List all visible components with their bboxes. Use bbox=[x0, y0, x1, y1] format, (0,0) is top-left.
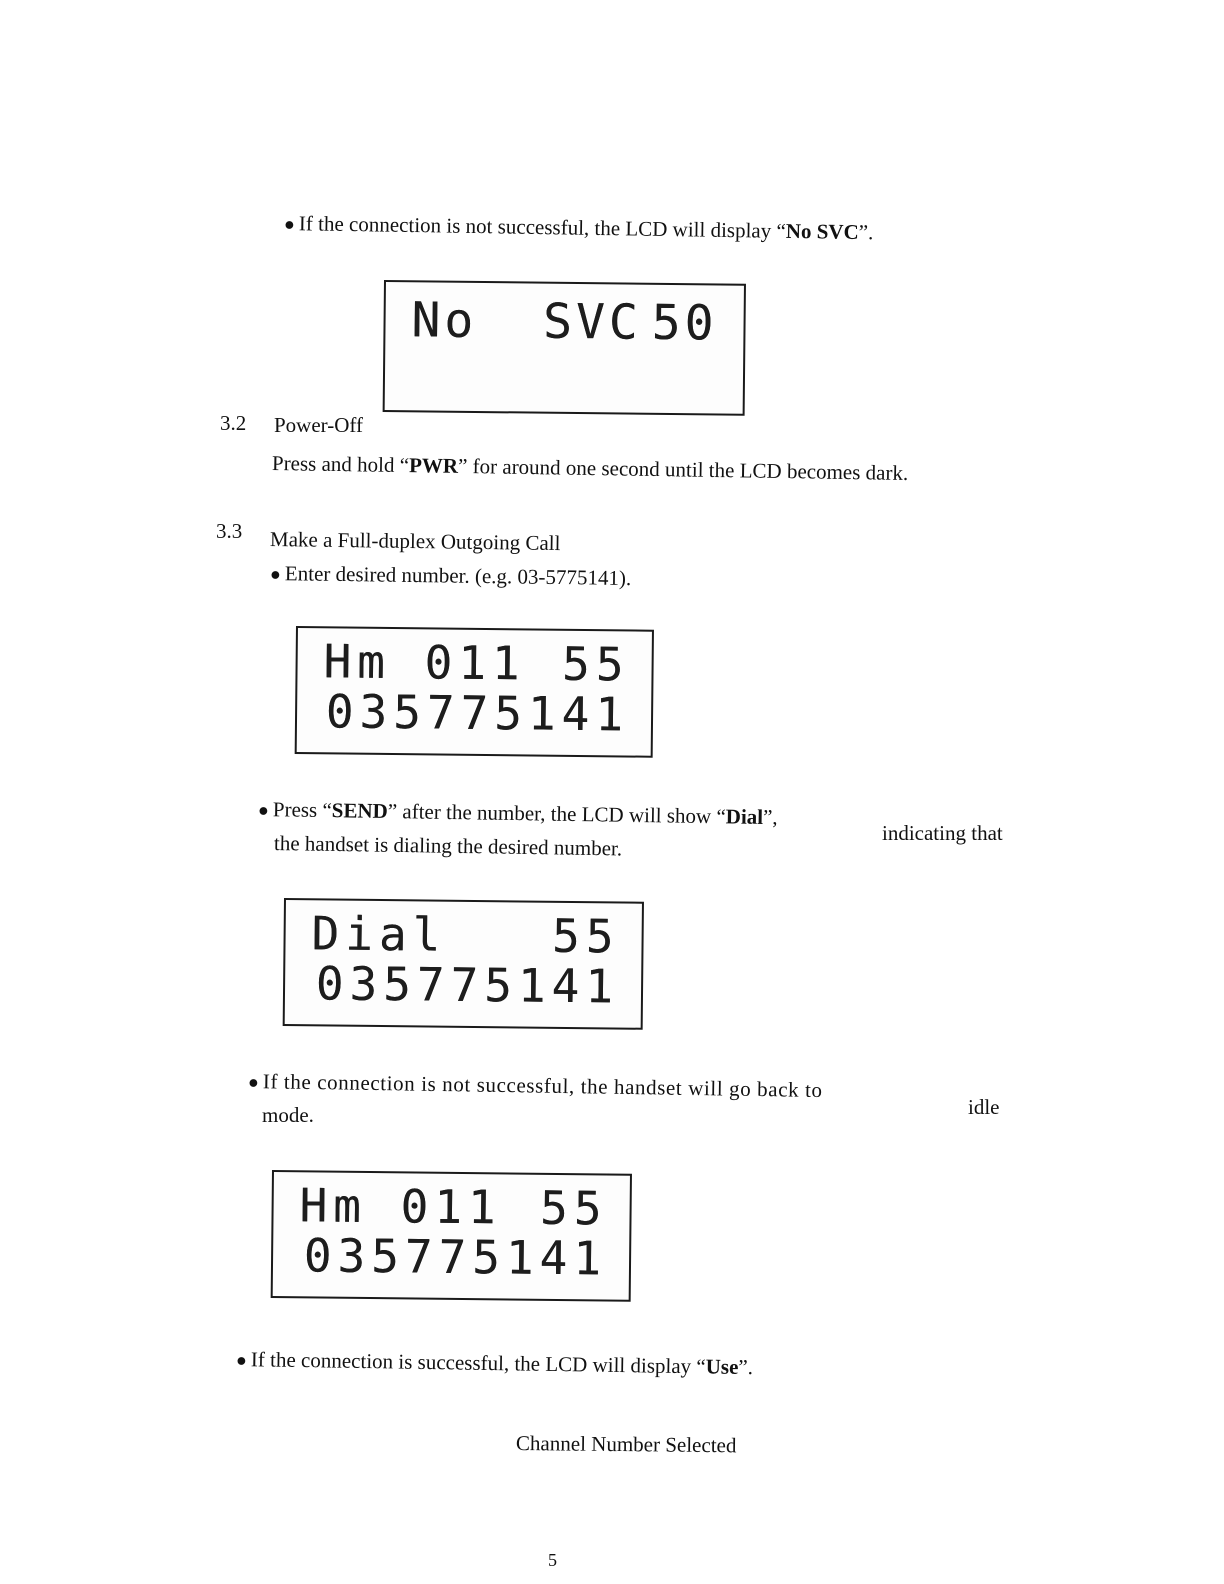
send-strong: SEND bbox=[331, 798, 389, 824]
bullet-icon: ● bbox=[257, 800, 270, 821]
page-number: 5 bbox=[548, 1550, 557, 1570]
lcd-no-svc bbox=[383, 280, 746, 416]
section-3-3-heading: Make a Full-duplex Outgoing Call bbox=[269, 527, 561, 556]
dial-strong: Dial bbox=[725, 804, 764, 829]
lcd-home-1-row2: 035775141 bbox=[325, 684, 630, 742]
no-svc-strong: No SVC bbox=[785, 218, 859, 245]
lcd-home-1-row1-right: 55 bbox=[561, 636, 630, 692]
lcd-home-2-row1-left: Hm 011 bbox=[299, 1178, 503, 1235]
lcd-no-svc-right: 50 bbox=[651, 294, 718, 352]
channel-number-label: Channel Number Selected bbox=[515, 1431, 737, 1458]
bullet-icon: ● bbox=[283, 214, 296, 235]
section-3-3-number: 3.3 bbox=[216, 519, 243, 543]
section-3-2-heading: Power-Off bbox=[274, 413, 364, 437]
lcd-home-2-row2: 035775141 bbox=[303, 1228, 608, 1286]
success-line: ● If the connection is successful, the LCD will display “Use”. bbox=[235, 1347, 754, 1380]
lcd-home-2-row1-right: 55 bbox=[539, 1180, 608, 1236]
section-3-2-number: 3.2 bbox=[220, 411, 247, 435]
lcd-dial bbox=[283, 898, 644, 1030]
lcd-dial-row1-right: 55 bbox=[551, 908, 620, 964]
power-off-text: Press and hold “PWR” for around one second until the LCD becomes dark. bbox=[271, 451, 909, 485]
send-line-2: the handset is dialing the desired number. bbox=[273, 831, 623, 861]
no-svc-line: ● If the connection is not successful, the LCD will display “No SVC”. bbox=[283, 211, 874, 245]
fail-line-tail: idle bbox=[968, 1095, 1000, 1119]
pwr-strong: PWR bbox=[408, 453, 459, 478]
bullet-icon: ● bbox=[269, 564, 282, 585]
lcd-home-1 bbox=[295, 626, 654, 758]
lcd-no-svc-left: No SVC bbox=[411, 292, 643, 351]
bullet-icon: ● bbox=[247, 1072, 260, 1093]
fail-line-2: mode. bbox=[262, 1103, 314, 1127]
lcd-home-2 bbox=[271, 1170, 632, 1302]
fail-line-1: ● If the connection is not successful, the handset will go back to bbox=[247, 1069, 823, 1103]
bullet-icon: ● bbox=[235, 1350, 248, 1371]
enter-number-line: ● Enter desired number. (e.g. 03-5775141). bbox=[269, 561, 632, 591]
use-strong: Use bbox=[705, 1354, 739, 1379]
lcd-dial-row2: 035775141 bbox=[315, 956, 620, 1014]
lcd-dial-row1-left: Dial bbox=[311, 906, 447, 962]
send-line-1-tail: indicating that bbox=[882, 821, 1003, 845]
send-line-1: ● Press “SEND” after the number, the LCD will show “Dial”, bbox=[257, 797, 778, 830]
lcd-home-1-row1-left: Hm 011 bbox=[323, 634, 527, 691]
